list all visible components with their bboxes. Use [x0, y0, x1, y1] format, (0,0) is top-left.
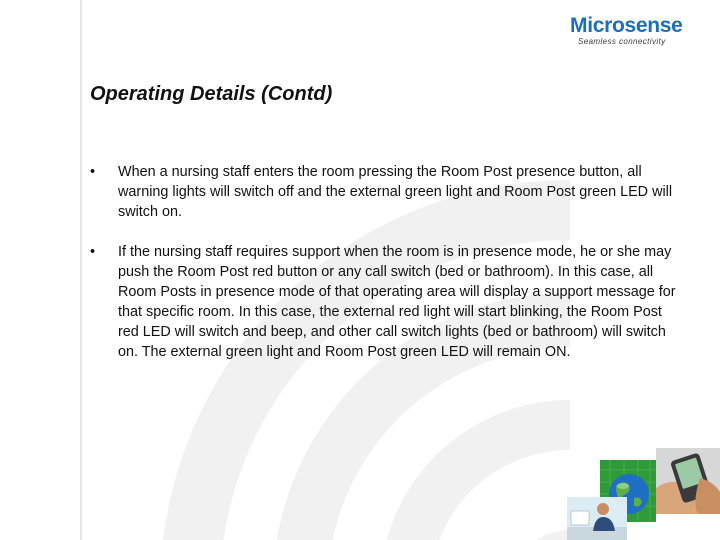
person-at-computer-photo [567, 497, 627, 540]
bullet-marker: • [90, 164, 96, 180]
bullet-text: If the nursing staff requires support when the room is in presence mode, he or she may push the Room Post red button or any call switch (bed or bathroom). In this case, all Room Posts in presence mode of that operating area will display a support message for that specific room. In this case, the external red light will start blinking, the Room Post red LED will switch and beep, and other call switch lights (bed or bathroom) will switch on. The external green light and Room Post green LED will remain ON. [118, 244, 676, 360]
handheld-device-icon [656, 448, 720, 514]
microsense-logo [570, 14, 690, 50]
bullet-item [90, 242, 678, 362]
slide-title: Operating Details (Contd) [90, 83, 333, 105]
person-computer-icon [567, 497, 627, 540]
left-divider [80, 0, 82, 540]
logo-wordmark: Microsense [570, 14, 683, 37]
bullet-text: When a nursing staff enters the room pressing the Room Post presence button, all warning lights will switch off and the external green light and Room Post green LED will switch on. [118, 164, 673, 220]
handheld-device-photo [656, 448, 720, 514]
bullet-item [90, 162, 678, 222]
bullet-list [90, 162, 678, 382]
bullet-marker: • [90, 244, 96, 260]
logo-tagline: Seamless connectivity [578, 37, 666, 46]
